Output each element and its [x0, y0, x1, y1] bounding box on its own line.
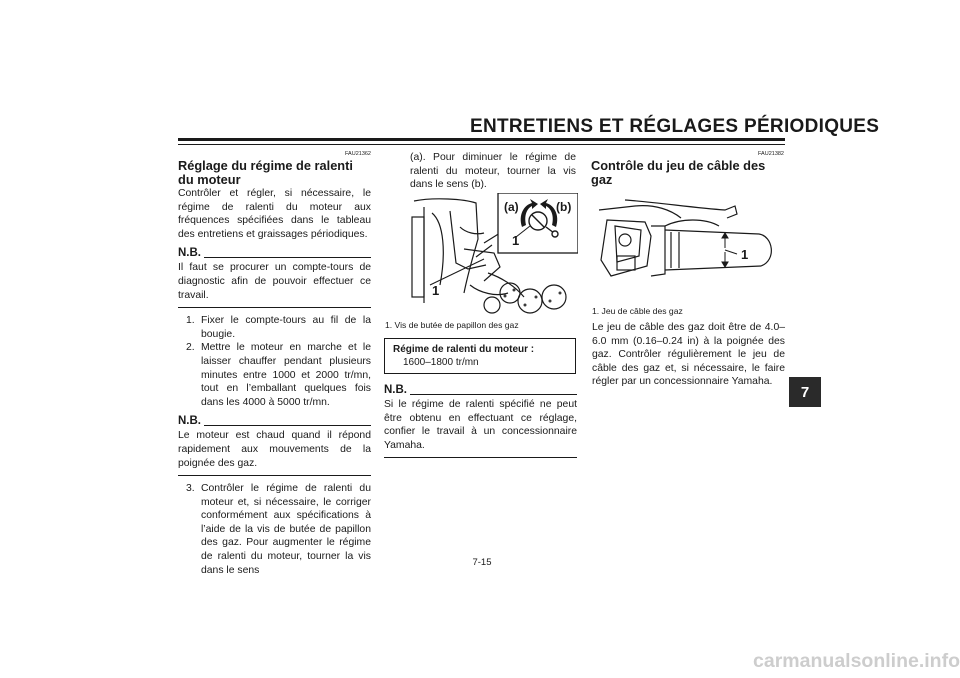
right-column-body [592, 321, 785, 389]
right-column-heading [591, 151, 784, 187]
step-text: Fixer le compte-tours au fil de la bougie. [201, 315, 371, 340]
continuation-paragraph: (a). Pour diminuer le régime de ralenti du moteur, tourner la vis dans le sens (b). [410, 152, 576, 191]
note-rule [178, 425, 371, 426]
note-heading [384, 384, 577, 398]
note-rule [384, 394, 577, 395]
header-rule-thin [178, 144, 785, 145]
chapter-tab: 7 [789, 377, 821, 407]
cable-play-paragraph: Le jeu de câble des gaz doit être de 4.0–6.0 mm (0.16–0.24 in) à la poignée des gaz. Contrôler régulièrement le jeu de câble des gaz et, si nécessaire, le faire régler par un concessionnaire Yamaha. [592, 322, 785, 388]
figure-label-a: (a) [504, 200, 519, 214]
note-rule [178, 257, 371, 258]
figure-callout-1: 1 [741, 247, 749, 262]
note-end-rule [178, 307, 371, 308]
throttle-cable-figure [595, 196, 785, 300]
watermark-text: carmanualsonline.info [753, 650, 960, 672]
step-item [178, 314, 371, 341]
note-text: Si le régime de ralenti spécifié ne peut être obtenu en effectuant ce réglage, confier le travail à un concessionnaire Yamaha. [384, 399, 577, 451]
step-number: 1. [186, 315, 195, 327]
section-code: FAU21362 [345, 151, 371, 157]
figure-caption-cable-play: 1. Jeu de câble des gaz [592, 306, 683, 316]
idle-intro-paragraph: Contrôler et régler, si nécessaire, le régime de ralenti du moteur aux fréquences spécifiées dans le tableau des entretiens et graissages périodiques. [178, 188, 371, 240]
middle-column-note [384, 378, 577, 464]
figure-caption-throttle-screw: 1. Vis de butée de papillon des gaz [385, 320, 519, 330]
section-code: FAU21382 [758, 151, 784, 157]
steps-list [178, 482, 371, 577]
middle-column-text [410, 151, 576, 192]
note-heading [178, 247, 371, 261]
step-number: 2. [186, 342, 195, 354]
spec-title: Régime de ralenti du moteur : [393, 344, 535, 355]
step-number: 3. [186, 483, 195, 495]
spec-value: 1600–1800 tr/mn [403, 357, 479, 368]
note-label: N.B. [384, 384, 410, 396]
step-text: Mettre le moteur en marche et le laisser chauffer pendant plusieurs minutes entre 1000 et 2000 tr/mn, tout en l’emballant quelques fois dans les 4000 à 5000 tr/mn. [201, 342, 371, 408]
section-title-idle-speed: Réglage du régime de ralenti du moteur [178, 158, 353, 187]
note-text: Le moteur est chaud quand il répond rapidement aux mouvements de la poignée des gaz. [178, 430, 371, 469]
note-heading [178, 415, 371, 429]
left-column [178, 151, 371, 577]
figure-label-b: (b) [556, 200, 572, 214]
header-rule [178, 138, 785, 141]
idle-speed-spec-box [384, 338, 576, 374]
note-end-rule [384, 457, 577, 458]
section-title-throttle-cable: Contrôle du jeu de câble des gaz [591, 158, 766, 187]
note-label: N.B. [178, 415, 204, 427]
throttle-stop-screw-figure [404, 193, 578, 317]
step-item [178, 482, 371, 577]
figure-callout-1-lower: 1 [432, 283, 440, 298]
note-text: Il faut se procurer un compte-tours de diagnostic afin de pouvoir effectuer ce travail. [178, 262, 371, 301]
note-label: N.B. [178, 247, 204, 259]
note-end-rule [178, 475, 371, 476]
page-number: 7-15 [472, 557, 492, 568]
page-header-title: ENTRETIENS ET RÉGLAGES PÉRIODIQUES [470, 116, 880, 137]
steps-list [178, 314, 371, 409]
step-text: Contrôler le régime de ralenti du moteur et, si nécessaire, le corriger conformément aux spécifications à l’aide de la vis de butée de papillon des gaz. Pour augmenter le régime de ralenti du moteur, tourner la vis dans le sens [201, 483, 371, 576]
figure-callout-1: 1 [512, 233, 520, 248]
step-item [178, 341, 371, 409]
